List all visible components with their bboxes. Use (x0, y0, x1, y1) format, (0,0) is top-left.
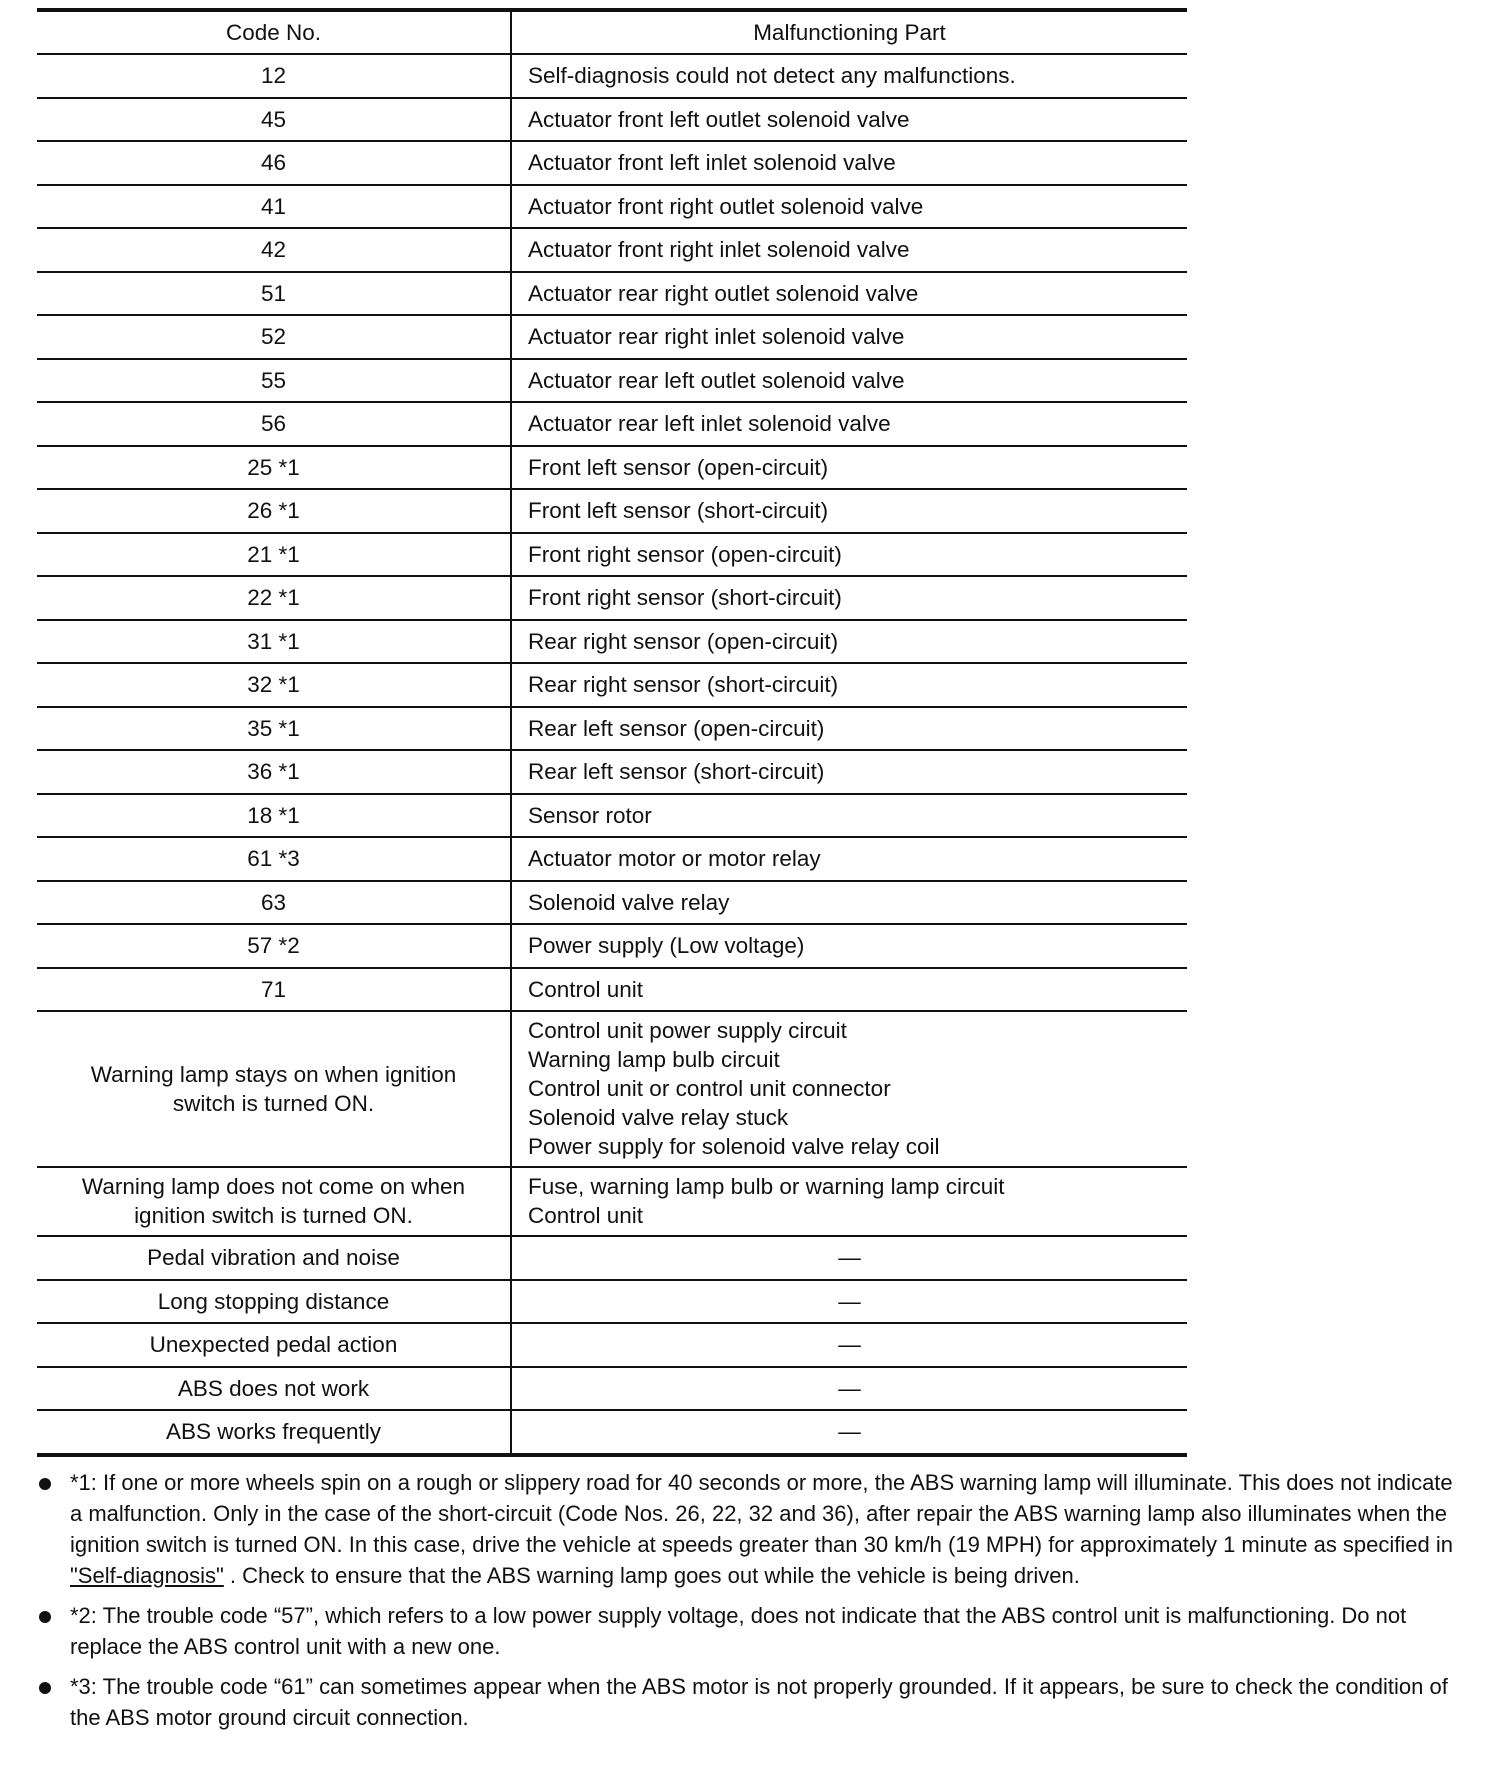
part-cell: Front left sensor (open-circuit) (511, 446, 1187, 490)
table-row (37, 141, 1187, 185)
table-row (37, 359, 1187, 403)
table-row (37, 402, 1187, 446)
table-row (37, 663, 1187, 707)
code-cell: 22 *1 (37, 576, 511, 620)
part-cell-dash: — (511, 1280, 1187, 1324)
part-cell: Actuator front right outlet solenoid valve (511, 185, 1187, 229)
table-row (37, 315, 1187, 359)
footnote-2-text: *2: The trouble code “57”, which refers to a low power supply voltage, does not indicate that the ABS control unit is malfunctioning. Do not replace the ABS control unit with a new one. (70, 1602, 1407, 1659)
table-row (37, 750, 1187, 794)
code-cell: 55 (37, 359, 511, 403)
part-line: Warning lamp bulb circuit (528, 1047, 780, 1072)
code-cell: 71 (37, 968, 511, 1012)
part-cell: Actuator rear right inlet solenoid valve (511, 315, 1187, 359)
code-cell: 63 (37, 881, 511, 925)
footnote-2 (37, 1600, 1457, 1662)
code-cell: 51 (37, 272, 511, 316)
footnote-1-text: *1: If one or more wheels spin on a rough or slippery road for 40 seconds or more, the ABS warning lamp will illuminate. This does not indicate a malfunction. Only in the case of the short-circuit (Code Nos. 26, 22, 32 and 36), after repair the ABS warning lamp also illuminates when the ignition switch is turned ON. In this case, drive the vehicle at speeds greater than 30 km/h (19 MPH) for approximately 1 minute as specified in (70, 1469, 1453, 1557)
bullet-icon (39, 1682, 51, 1694)
header-code-no: Code No. (37, 10, 511, 54)
table-row (37, 837, 1187, 881)
table-row-warning-not-on (37, 1167, 1187, 1236)
code-cell: ABS works frequently (37, 1410, 511, 1455)
table-row (37, 272, 1187, 316)
code-cell: 36 *1 (37, 750, 511, 794)
table-row (37, 924, 1187, 968)
bullet-icon (39, 1611, 51, 1623)
part-cell: Actuator rear right outlet solenoid valve (511, 272, 1187, 316)
part-cell-list (511, 1011, 1187, 1167)
part-cell: Actuator rear left outlet solenoid valve (511, 359, 1187, 403)
code-cell: Warning lamp does not come on when ignition switch is turned ON. (37, 1167, 511, 1236)
footnote-3 (37, 1671, 1457, 1733)
code-cell: 21 *1 (37, 533, 511, 577)
footnote-1-text-end: . Check to ensure that the ABS warning lamp goes out while the vehicle is being driven. (223, 1562, 1080, 1588)
trouble-code-table (37, 8, 1187, 1457)
table-row (37, 707, 1187, 751)
footnotes (37, 1467, 1457, 1733)
code-cell: 61 *3 (37, 837, 511, 881)
table-row-symptom (37, 1367, 1187, 1411)
part-cell: Rear right sensor (open-circuit) (511, 620, 1187, 664)
bullet-icon (39, 1478, 51, 1490)
table-row (37, 968, 1187, 1012)
code-cell: 57 *2 (37, 924, 511, 968)
code-cell: 46 (37, 141, 511, 185)
table-row (37, 576, 1187, 620)
code-cell: 26 *1 (37, 489, 511, 533)
table-row (37, 489, 1187, 533)
code-cell: 12 (37, 54, 511, 98)
part-line: Fuse, warning lamp bulb or warning lamp circuit (528, 1174, 1005, 1199)
table-row-symptom (37, 1323, 1187, 1367)
table-header-row (37, 10, 1187, 54)
part-cell: Actuator rear left inlet solenoid valve (511, 402, 1187, 446)
code-cell: 41 (37, 185, 511, 229)
footnote-1 (37, 1467, 1457, 1591)
part-cell: Front right sensor (short-circuit) (511, 576, 1187, 620)
table-row (37, 533, 1187, 577)
part-cell: Actuator front left inlet solenoid valve (511, 141, 1187, 185)
table-row (37, 185, 1187, 229)
code-cell: Warning lamp stays on when ignition switch is turned ON. (37, 1011, 511, 1167)
table-row-symptom (37, 1280, 1187, 1324)
part-cell: Solenoid valve relay (511, 881, 1187, 925)
symptom-rows (37, 1236, 1187, 1455)
footnote-3-text: *3: The trouble code “61” can sometimes appear when the ABS motor is not properly grounded. If it appears, be sure to check the condition of the ABS motor ground circuit connection. (70, 1673, 1448, 1730)
table-row (37, 881, 1187, 925)
code-cell: ABS does not work (37, 1367, 511, 1411)
code-cell: Pedal vibration and noise (37, 1236, 511, 1280)
code-cell: 32 *1 (37, 663, 511, 707)
table-row-warning-stays-on (37, 1011, 1187, 1167)
warning-lamp-rows (37, 1011, 1187, 1236)
table-row (37, 228, 1187, 272)
code-cell: 56 (37, 402, 511, 446)
part-line: Power supply for solenoid valve relay coil (528, 1134, 940, 1159)
part-cell: Front right sensor (open-circuit) (511, 533, 1187, 577)
part-line: Control unit power supply circuit (528, 1018, 847, 1043)
code-cell: 18 *1 (37, 794, 511, 838)
part-cell: Rear left sensor (short-circuit) (511, 750, 1187, 794)
header-malfunctioning-part: Malfunctioning Part (511, 10, 1187, 54)
self-diagnosis-link[interactable]: "Self-diagnosis" (70, 1562, 224, 1588)
table-body (37, 54, 1187, 1011)
part-cell: Self-diagnosis could not detect any malfunctions. (511, 54, 1187, 98)
table-row (37, 620, 1187, 664)
part-cell: Control unit (511, 968, 1187, 1012)
code-cell: 31 *1 (37, 620, 511, 664)
code-cell: 52 (37, 315, 511, 359)
code-cell: 42 (37, 228, 511, 272)
part-line: Solenoid valve relay stuck (528, 1105, 789, 1130)
table-row-symptom (37, 1410, 1187, 1455)
part-cell: Actuator motor or motor relay (511, 837, 1187, 881)
part-cell-dash: — (511, 1410, 1187, 1455)
table-row-symptom (37, 1236, 1187, 1280)
part-cell-dash: — (511, 1367, 1187, 1411)
part-cell: Rear right sensor (short-circuit) (511, 663, 1187, 707)
part-line: Control unit or control unit connector (528, 1076, 891, 1101)
part-cell: Front left sensor (short-circuit) (511, 489, 1187, 533)
table-row (37, 54, 1187, 98)
part-cell-dash: — (511, 1236, 1187, 1280)
code-cell: 35 *1 (37, 707, 511, 751)
part-cell: Actuator front right inlet solenoid valve (511, 228, 1187, 272)
part-line: Control unit (528, 1203, 644, 1228)
part-cell: Power supply (Low voltage) (511, 924, 1187, 968)
code-cell: Long stopping distance (37, 1280, 511, 1324)
part-cell: Sensor rotor (511, 794, 1187, 838)
part-cell-list (511, 1167, 1187, 1236)
table-row (37, 98, 1187, 142)
table-row (37, 446, 1187, 490)
code-cell: Unexpected pedal action (37, 1323, 511, 1367)
table-row (37, 794, 1187, 838)
code-cell: 25 *1 (37, 446, 511, 490)
part-cell: Rear left sensor (open-circuit) (511, 707, 1187, 751)
part-cell: Actuator front left outlet solenoid valve (511, 98, 1187, 142)
document (37, 8, 1457, 1742)
part-cell-dash: — (511, 1323, 1187, 1367)
code-cell: 45 (37, 98, 511, 142)
